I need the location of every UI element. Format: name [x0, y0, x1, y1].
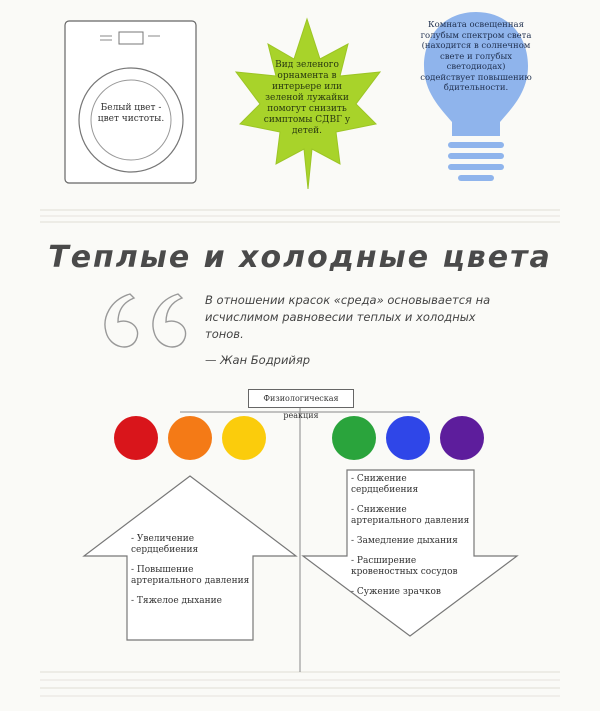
orange-circle	[168, 416, 212, 460]
list-item: - Тяжелое дыхание	[131, 596, 222, 606]
reaction-label: Физиологическая реакция	[248, 389, 354, 408]
leaf-text: Вид зеленого орнамента в интерьере или зеленой лужайки помогут снизить симптомы СДВГ у детей.	[263, 60, 351, 136]
list-item: - Расширение кровеностных сосудов	[351, 556, 458, 577]
warm-effects-list	[131, 534, 256, 616]
quote-author: — Жан Бодрийяр	[205, 353, 311, 367]
list-item: - Увеличение сердцебиения	[131, 534, 199, 555]
washer-text: Белый цвет - цвет чистоты.	[97, 103, 165, 124]
list-item: - Повышение артериального давления	[131, 565, 250, 586]
quote-text: В отношении красок «среда» основывается на исчислимом равновесии теплых и холодных тонов.	[205, 293, 491, 341]
red-circle	[114, 416, 158, 460]
list-item: - Снижение артериального давления	[351, 505, 470, 526]
purple-circle	[440, 416, 484, 460]
green-circle	[332, 416, 376, 460]
list-item: - Замедление дыхания	[351, 536, 458, 546]
blue-circle	[386, 416, 430, 460]
bulb-text: Комната освещенная голубым спектром света (находится в солнечном свете и голубых светодиодах) содействует повышению бдительности.	[420, 20, 532, 93]
list-item: - Сужение зрачков	[351, 587, 441, 597]
cool-effects-list	[351, 474, 475, 607]
section-title: Теплые и холодные цвета	[48, 240, 552, 275]
list-item: - Снижение сердцебиения	[351, 474, 419, 495]
yellow-circle	[222, 416, 266, 460]
